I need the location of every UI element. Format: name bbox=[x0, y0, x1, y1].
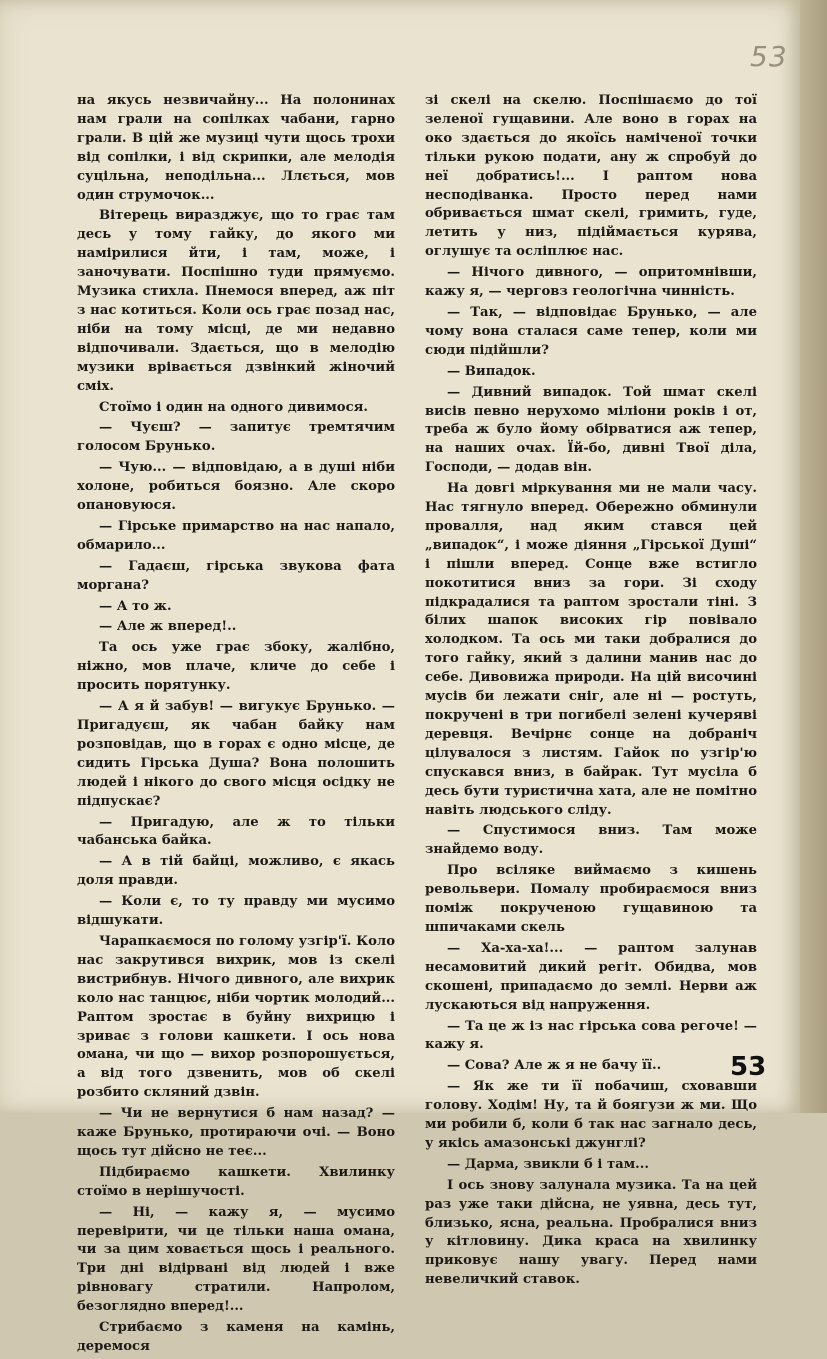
paragraph: — Але ж вперед!.. bbox=[99, 619, 237, 635]
paragraph: Підбираємо кашкети. Хвилинку стоїмо в нерішучості. bbox=[77, 1164, 395, 1199]
paragraph: — Чуєш? — запитує тремтячим голосом Брунько. bbox=[77, 420, 395, 455]
paragraph: І ось знову залунала музика. Та на цей раз уже таки дійсна, не уявна, десь тут, близько, ясна, реальна. Пробралися вниз у кітловину. Дика краса на хвилинку приковує нашу увагу. Перед нами невеличкий ставок. bbox=[425, 1177, 757, 1288]
paragraph: — Спустимося вниз. Там може знайдемо воду. bbox=[425, 823, 757, 858]
paragraph: на якусь незвичайну... На полонинах нам грали на сопілках чабани, гарно грали. В цій же музиці чути щось трохи від сопілки, і від скрипки, але мелодія суцільна, неподільна... Ллється, мов один струмочок... bbox=[77, 93, 395, 203]
paragraph: — Гадаєш, гірська звукова фата моргана? bbox=[77, 558, 395, 593]
paragraph: — А я й забув! — вигукує Брунько. — Пригадуєш, як чабан байку нам розповідав, що в горах є одно місце, де сидить Гірська Душа? Вона полошить людей і нікого до свого місця осідку не підпускає? bbox=[77, 699, 395, 809]
paragraph: Чарапкаємося по голому узгір'ї. Коло нас закрутився вихрик, мов із скелі вистрибнув. Нічого дивного, але вихрик коло нас танцює, ніби чортик молодий... Раптом зростає в буйну вихрицю і зриває з голови кашкети. І ось нова омана, чи що — вихор розпорошується, а від того дзвенить, мов об скелі розбито скляний дзвін. bbox=[77, 933, 395, 1101]
paragraph: Про всіляке виймаємо з кишень револьвери. Помалу пробираємося вниз поміж покрученою гущавиною та шпичаками скель bbox=[425, 863, 757, 935]
paragraph: — Ха-ха-ха!... — раптом залунав несамовитий дикий регіт. Обидва, мов скошені, припадаємо до землі. Нерви аж лускаються від напруження. bbox=[425, 940, 757, 1013]
paragraph: — Гірське примарство на нас напало, обмарило... bbox=[77, 518, 395, 553]
left-column bbox=[77, 92, 395, 1359]
paragraph: — Випадок. bbox=[447, 363, 536, 379]
paragraph: — А то ж. bbox=[99, 598, 172, 614]
paragraph: Вітерець виразджує, що то грає там десь у тому гайку, до якого ми намірилися йти, і там, може, і заночувати. Поспішно туди прямуємо. Музика стихла. Пнемося вперед, аж піт з нас котиться. Коли ось грає позад нас, ніби на тому місці, де ми недавно відпочивали. Здається, що в мелодію музики врівається дзвінкий жіночий сміх. bbox=[77, 208, 395, 394]
paragraph: — Дивний випадок. Той шмат скелі висів певно нерухомо міліони років і от, треба ж було йому обірватися аж тепер, на наших очах. Їй-бо, дивні Твої діла, Господи, — додав він. bbox=[425, 384, 757, 476]
paragraph: — Коли є, то ту правду ми мусимо відшукати. bbox=[77, 894, 395, 929]
paragraph: На довгі міркування ми не мали часу. Нас тягнуло вперед. Обережно обминули провалля, над яким стався цей „випадок“, і може діяння „Гірської Душі“ і пішли вперед. Сонце вже встигло покотитися вниз за гори. Зі сходу підкрадалися та раптом зростали тіні. З білих шапок високих гір повівало холодком. Та ось ми таки добралися до того гайку, який з далини манив нас до себе. Дивовижа природи. На цій височині мусів би лежати сніг, але ні — ростуть, покручені в три погибелі зелені кучеряві деревця. Вечірнє сонце на добраніч цілувалося з листям. Гайок по узгір'ю спускався вниз, в байрак. Тут мусіла б десь бути туристична хата, але не помітно навіть людського сліду. bbox=[425, 481, 757, 818]
paragraph: — Чую... — відповідаю, а в душі ніби холоне, робиться боязно. Але скоро опановуюся. bbox=[77, 460, 395, 514]
paragraph: зі скелі на скелю. Поспішаємо до тої зеленої гущавини. Але воно в горах на око здається до якоїсь наміченої точки тільки рукою подати, ану ж спробуй до неї добратись!... І раптом нова несподіванка. Просто перед нами обривається шмат скелі, гримить, гуде, летить у низ, підіймається курява, оглушує та осліплює нас. bbox=[425, 93, 757, 260]
page-number: 53 bbox=[730, 1052, 767, 1082]
paragraph: — Сова? Але ж я не бачу її.. bbox=[447, 1058, 662, 1074]
book-spine-edge bbox=[800, 0, 827, 1113]
paragraph: — Нічого дивного, — опритомнівши, кажу я, — черговз геологічна чинність. bbox=[425, 265, 757, 300]
paragraph: — Так, — відповідає Брунько, — але чому вона сталася саме тепер, коли ми сюди підійшли? bbox=[425, 304, 757, 358]
right-column bbox=[425, 92, 757, 1292]
paragraph: — Дарма, звикли б і там... bbox=[447, 1156, 649, 1172]
handwritten-page-mark: 53 bbox=[750, 40, 788, 73]
paragraph: — Пригадую, але ж то тільки чабанська байка. bbox=[77, 814, 395, 849]
paragraph: — Як же ти її побачиш, сховавши голову. Ходім! Ну, та й боягузи ж ми. Що ми робили б, коли б так нас загнало десь, у якісь амазонські джунглі? bbox=[425, 1079, 757, 1151]
paragraph: Стрибаємо з каменя на камінь, деремося bbox=[77, 1320, 395, 1354]
paragraph: — А в тій байці, можливо, є якась доля правди. bbox=[77, 854, 395, 889]
paragraph: Стоїмо і один на одного дивимося. bbox=[99, 399, 368, 415]
paragraph: — Ні, — кажу я, — мусимо перевірити, чи це тільки наша омана, чи за цим ховається щось і реального. Три дні відірвані від людей і вже рівновагу стратили. Напролом, безоглядно вперед!... bbox=[77, 1204, 395, 1315]
paragraph: Та ось уже грає збоку, жалібно, ніжно, мов плаче, кличе до себе і просить порятунку. bbox=[77, 640, 395, 694]
paragraph: — Та це ж із нас гірська сова регоче! — кажу я. bbox=[425, 1018, 757, 1053]
paragraph: — Чи не вернутися б нам назад? — каже Брунько, протираючи очі. — Воно щось тут дійсно не теє... bbox=[77, 1106, 395, 1159]
